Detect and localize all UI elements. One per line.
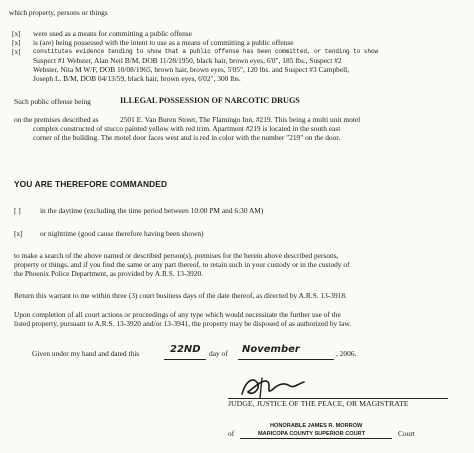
given-year: , 2006. xyxy=(336,349,357,358)
judge-signature xyxy=(238,372,308,400)
checklist-item-used: were used as a means for committing a public offense xyxy=(33,29,192,38)
signature-title: JUDGE, JUSTICE OF THE PEACE, OR MAGISTRATE xyxy=(228,399,409,408)
option-daytime: in the daytime (excluding the time period between 10:00 PM and 6:30 AM) xyxy=(40,206,264,215)
intro-text: which property, persons or things xyxy=(9,8,108,17)
given-day-of: day of xyxy=(209,349,228,358)
court-name: MARICOPA COUNTY SUPERIOR COURT xyxy=(258,431,366,437)
return-text: Return this warrant to me within three (3) court business days of the date thereof, as directed by A.R.S. 13-3918. xyxy=(14,291,347,300)
premises-line-2: complex constructed of stucco painted yellow with red trim. Apartment #219 is located in the south east xyxy=(33,124,341,133)
suspect-line-1: Suspect #1 Webster, Alan Neil B/M, DOB 11/28/1950, black hair, brown eyes, 6'0", 185 lbs., Suspect #2 xyxy=(33,56,342,65)
option-nighttime: or nighttime (good cause therefore having been shown) xyxy=(40,229,204,238)
checkbox-daytime: [ ] xyxy=(14,206,21,215)
completion-line-1: Upon completion of all court actions or proceedings of any type which would necessitate the further use of the xyxy=(14,310,341,319)
premises-label: on the premises described as xyxy=(14,115,99,124)
command-line-1: to make a search of the above named or described person(s), premises for the herein above described persons, xyxy=(14,251,339,260)
checklist-item-evidence: constitutes evidence tending to show that a public offense has been committed, or tending to show xyxy=(33,48,379,55)
commanded-heading: YOU ARE THEREFORE COMMANDED xyxy=(14,179,168,189)
offense-label: Such public offense being xyxy=(14,97,91,106)
suspect-line-3: Joseph L. B/M, DOB 04/13/59, black hair, brown eyes, 6'02", 300 lbs. xyxy=(33,74,241,83)
command-line-2: property or things, and if you find the same or any part thereof, to retain such in your custody or in the custody of xyxy=(14,260,350,269)
checkbox-used: [x] xyxy=(12,29,21,38)
given-day: 22ND xyxy=(170,344,201,355)
checkbox-evidence: [x] xyxy=(12,47,21,56)
checkbox-possessed: [x] xyxy=(12,38,21,47)
checklist-item-possessed: is (are) being possessed with the intent to use as a means of committing a public offense xyxy=(33,38,294,47)
offense-value: ILLEGAL POSSESSION OF NARCOTIC DRUGS xyxy=(120,96,300,105)
given-prefix: Given under my hand and dated this xyxy=(32,349,140,358)
given-month: November xyxy=(242,344,300,355)
judge-name: HONORABLE JAMES R. MORROW xyxy=(270,423,363,429)
premises-line-3: corner of the building. The motel door faces west and is red in color with the number "219" on the door. xyxy=(33,133,341,142)
of-label: of xyxy=(228,429,235,438)
premises-line-1: 2501 E. Van Buren Street, The Flamingo Inn, #219. This being a multi unit motel xyxy=(120,115,361,124)
suspect-line-2: Webster, Nita M W/F, DOB 10/08/1965, brown hair, brown eyes, 5'05", 120 lbs. and Suspect #3 Campbell, xyxy=(33,65,350,74)
completion-line-2: listed property, pursuant to A.R.S. 13-3920 and/or 13-3941, the property may be disposed of as authorized by law. xyxy=(14,319,352,328)
court-label: Court xyxy=(398,429,415,438)
checkbox-nighttime: [x] xyxy=(14,229,23,238)
command-line-3: the Phoenix Police Department, as provided by A.R.S. 13-3920. xyxy=(14,269,204,278)
